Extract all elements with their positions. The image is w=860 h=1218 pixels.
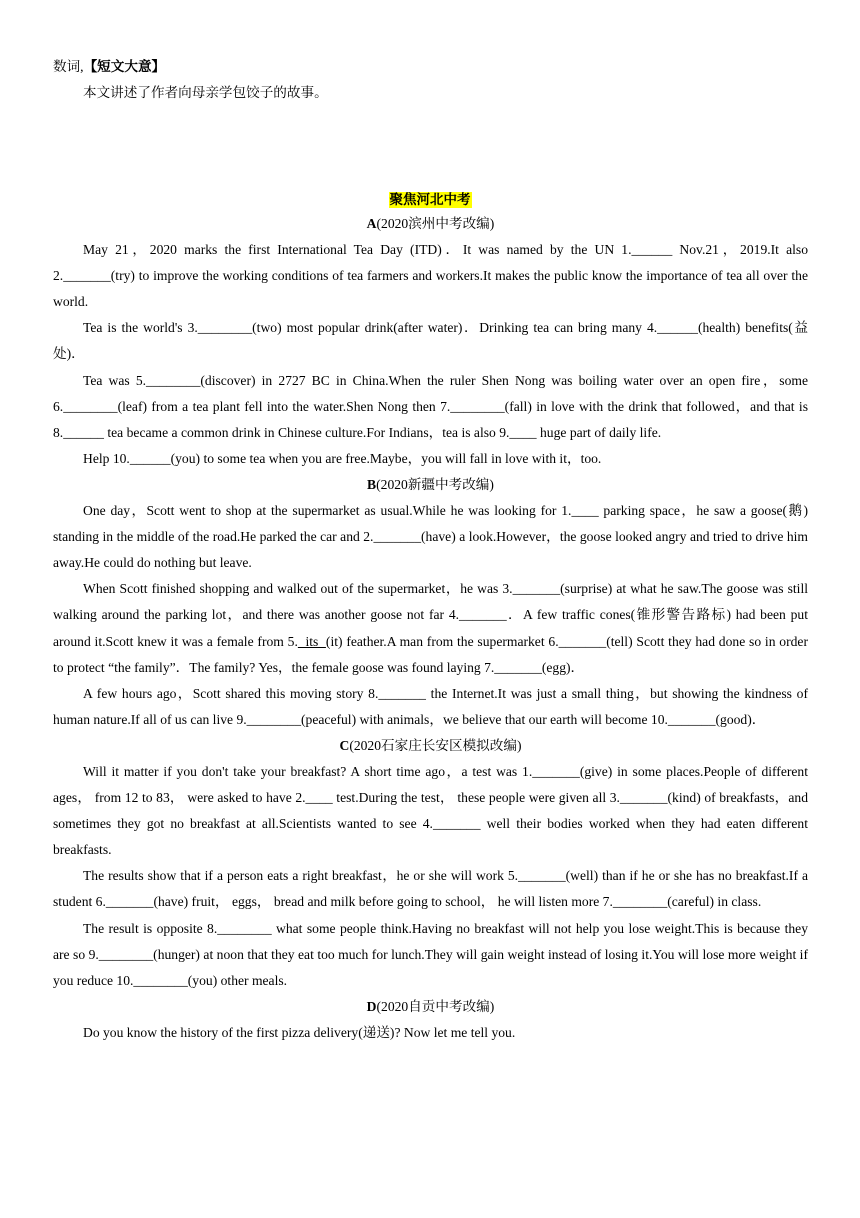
paragraph-part: (it) feather.A man from the supermarket 6._______(tell) Scott they had done so in order to protect “the family”．The family? Yes，the female goose was found laying 7._______(egg)．: [53, 633, 808, 675]
section-letter: B: [367, 476, 377, 492]
section-d-heading: [53, 994, 808, 1020]
paragraph: The result is opposite 8.________ what some people think.Having no breakfast will not help you lose weight.This is because they are so 9.________(hunger) at noon that they eat too much for lunch.They will gain weight instead of losing it.You will lose more weight if you reduce 10.________(you) other meals.: [53, 920, 808, 988]
section-source: (2020自贡中考改编): [376, 998, 495, 1014]
summary-text: 本文讲述了作者向母亲学包饺子的故事。: [83, 85, 328, 100]
section-source: (2020新疆中考改编): [376, 476, 494, 492]
focus-title: 聚焦河北中考: [389, 192, 471, 208]
paragraph: One day，Scott went to shop at the supermarket as usual.While he was looking for 1.____ parking space，he saw a goose(鹅) standing in the middle of the road.He parked the car and 2._______(have) a look.However，the goose looked angry and tried to drive him away.He could do nothing but leave.: [53, 503, 808, 571]
paragraph: Tea is the world's 3.________(two) most popular drink(after water)．Drinking tea can bring many 4.______(health) benefits(益处)．: [53, 320, 808, 362]
exercise-body: [53, 211, 808, 1046]
section-source: (2020石家庄长安区模拟改编): [349, 737, 522, 753]
summary-heading: [53, 58, 165, 76]
section-letter: D: [366, 998, 377, 1014]
focus-heading: [0, 188, 860, 208]
summary-title: 【短文大意】: [83, 59, 166, 74]
paragraph: The results show that if a person eats a right breakfast，he or she will work 5._______(well) than if he or she has no breakfast.If a student 6._______(have) fruit， eggs， bread and milk before going to school， he will listen more 7.________(careful) in class.: [53, 868, 808, 910]
prefix-text: 数词,: [53, 59, 84, 74]
section-b-heading: [53, 472, 808, 498]
section-letter: A: [366, 216, 377, 231]
section-c-heading: [53, 733, 808, 759]
paragraph: A few hours ago，Scott shared this moving story 8._______ the Internet.It was just a small thing，but showing the kindness of human nature.If all of us can live 9.________(peaceful) with animals，we believe that our earth will become 10._______(good)．: [53, 685, 808, 727]
paragraph: Do you know the history of the first pizza delivery(递送)? Now let me tell you.: [83, 1024, 516, 1040]
section-source: (2020滨州中考改编): [376, 216, 495, 231]
filled-blank: its: [297, 633, 326, 649]
section-a-heading: [53, 211, 808, 237]
paragraph: Tea was 5.________(discover) in 2727 BC in China.When the ruler Shen Nong was boiling water over an open fire，some 6.________(leaf) from a tea plant fell into the water.Shen Nong then 7.________(fall) in love with the drink that followed，and that is 8.______ tea became a common drink in Chinese culture.For Indians，tea is also 9.____ huge part of daily life.: [53, 372, 808, 440]
paragraph-part: When Scott finished shopping and walked out of the supermarket，he was 3._______(surprise) at what he saw.The goose was still walking around the parking lot，and there was another goose not far 4._______．A few traffic cones(锥形警告路标) had been put around it.Scott knew it was a female from 5.: [53, 581, 808, 649]
paragraph: Help 10.______(you) to some tea when you are free.Maybe，you will fall in love with it，too.: [83, 450, 602, 466]
paragraph: May 21，2020 marks the first International Tea Day (ITD)．It was named by the UN 1.______ Nov.21，2019.It also 2._______(try) to improve the working conditions of tea farmers and workers.It makes the public know the importance of tea all over the world.: [53, 242, 808, 310]
section-letter: C: [339, 737, 350, 753]
paragraph: Will it matter if you don't take your breakfast? A short time ago，a test was 1._______(give) in some places.People of different ages， from 12 to 83， were asked to have 2.____ test.During the test， these people were given all 3._______(kind) of breakfasts，and sometimes they got no breakfast at all.Scientists wanted to see 4._______ well their bodies worked when they had eaten different breakfasts.: [53, 763, 808, 858]
paragraph: [53, 576, 808, 680]
